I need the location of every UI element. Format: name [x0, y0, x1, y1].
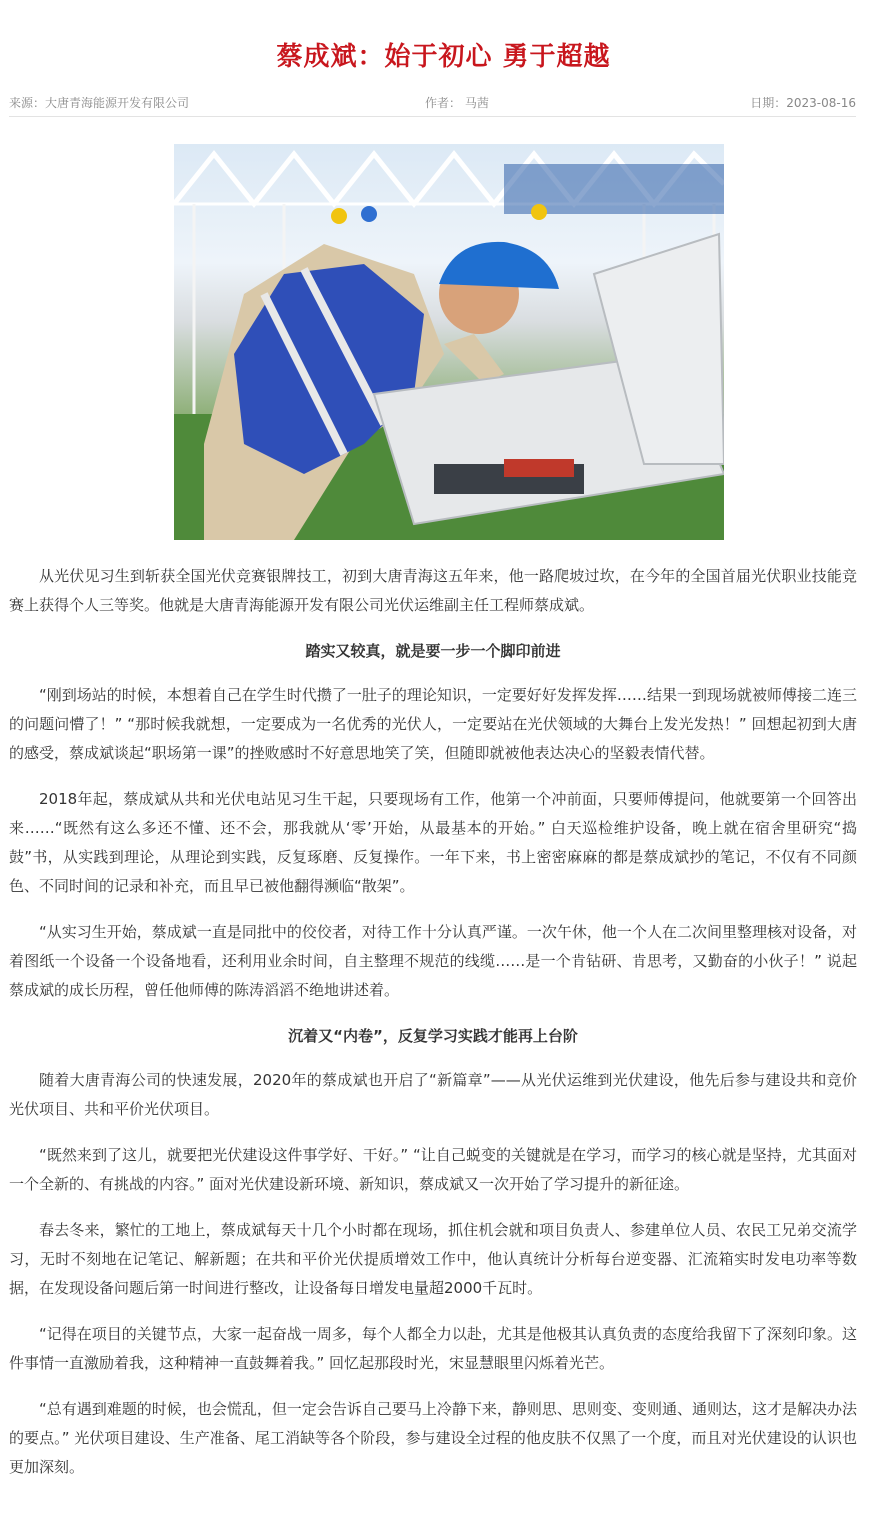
article-meta: [9, 94, 856, 117]
paragraph-5: 随着大唐青海公司的快速发展，2020年的蔡成斌也开启了“新篇章”——从光伏运维到光伏建设，他先后参与建设共和竞价光伏项目、共和平价光伏项目。: [9, 1071, 857, 1118]
article-photo: [174, 144, 724, 540]
paragraph-7: 春去冬来，繁忙的工地上，蔡成斌每天十几个小时都在现场，抓住机会就和项目负责人、参建单位人员、农民工兄弟交流学习，无时不刻地在记笔记、解新题；在共和平价光伏提质增效工作中，他认真统计分析每台逆变器、汇流箱实时发电功率等数据，在发现设备问题后第一时间进行整改，让设备每日增发电量超2000千瓦时。: [9, 1221, 857, 1297]
paragraph-8: “记得在项目的关键节点，大家一起奋战一周多，每个人都全力以赴，尤其是他极其认真负责的态度给我留下了深刻印象。这件事情一直激励着我，这种精神一直鼓舞着我。” 回忆起那段时光，宋显慧眼里闪烁着光芒。: [9, 1325, 857, 1372]
paragraph-4: “从实习生开始，蔡成斌一直是同批中的佼佼者，对待工作十分认真严谨。一次午休，他一个人在二次间里整理核对设备，对着图纸一个设备一个设备地看，还利用业余时间，自主整理不规范的线缆……是一个肯钻研、肯思考，又勤奋的小伙子！” 说起蔡成斌的成长历程，曾任他师傅的陈涛滔滔不绝地讲述着。: [9, 923, 857, 999]
paragraph-1: 从光伏见习生到斩获全国光伏竞赛银牌技工，初到大唐青海这五年来，他一路爬坡过坎，在今年的全国首届光伏职业技能竞赛上获得个人三等奖。他就是大唐青海能源开发有限公司光伏运维副主任工程师蔡成斌。: [9, 567, 857, 614]
photo-illustration: [174, 144, 724, 540]
meta-source: 来源：大唐青海能源开发有限公司: [9, 96, 190, 110]
section-heading-1: 踏实又较真，就是要一步一个脚印前进: [305, 642, 561, 660]
paragraph-9: “总有遇到难题的时候，也会慌乱，但一定会告诉自己要马上冷静下来，静则思、思则变、变则通、通则达，这才是解决办法的要点。” 光伏项目建设、生产准备、尾工消缺等各个阶段，参与建设全过程的他皮肤不仅黑了一个度，而且对光伏建设的认识也更加深刻。: [9, 1400, 857, 1476]
paragraph-3: 2018年起，蔡成斌从共和光伏电站见习生干起，只要现场有工作，他第一个冲前面，只要师傅提问，他就要第一个回答出来……“既然有这么多还不懂、还不会，那我就从‘零’开始，从最基本的开始。” 白天巡检维护设备，晚上就在宿舍里研究“捣鼓”书，从实践到理论，从理论到实践，反复琢磨、反复操作。一年下来，书上密密麻麻的都是蔡成斌抄的笔记，不仅有不同颜色、不同时间的记录和补充，而且早已被他翻得濒临“散架”。: [9, 790, 857, 895]
paragraph-2: “刚到场站的时候，本想着自己在学生时代攒了一肚子的理论知识，一定要好好发挥发挥……结果一到现场就被师傅接二连三的问题问懵了！” “那时候我就想，一定要成为一名优秀的光伏人，一定要站在光伏领域的大舞台上发光发热！” 回想起初到大唐的感受，蔡成斌谈起“职场第一课”的挫败感时不好意思地笑了笑，但随即就被他表达决心的坚毅表情代替。: [9, 686, 857, 762]
paragraph-6: “既然来到了这儿，就要把光伏建设这件事学好、干好。” “让自己蜕变的关键就是在学习，而学习的核心就是坚持，尤其面对一个全新的、有挑战的内容。” 面对光伏建设新环境、新知识，蔡成斌又一次开始了学习提升的新征途。: [9, 1146, 857, 1193]
section-heading-2: 沉着又“内卷”，反复学习实践才能再上台阶: [288, 1027, 578, 1045]
article-title: 蔡成斌：始于初心 勇于超越: [276, 42, 611, 72]
article-body: [9, 562, 857, 1499]
meta-author: 作者： 马茜: [425, 96, 489, 110]
meta-date: 日期：2023-08-16: [750, 96, 856, 110]
